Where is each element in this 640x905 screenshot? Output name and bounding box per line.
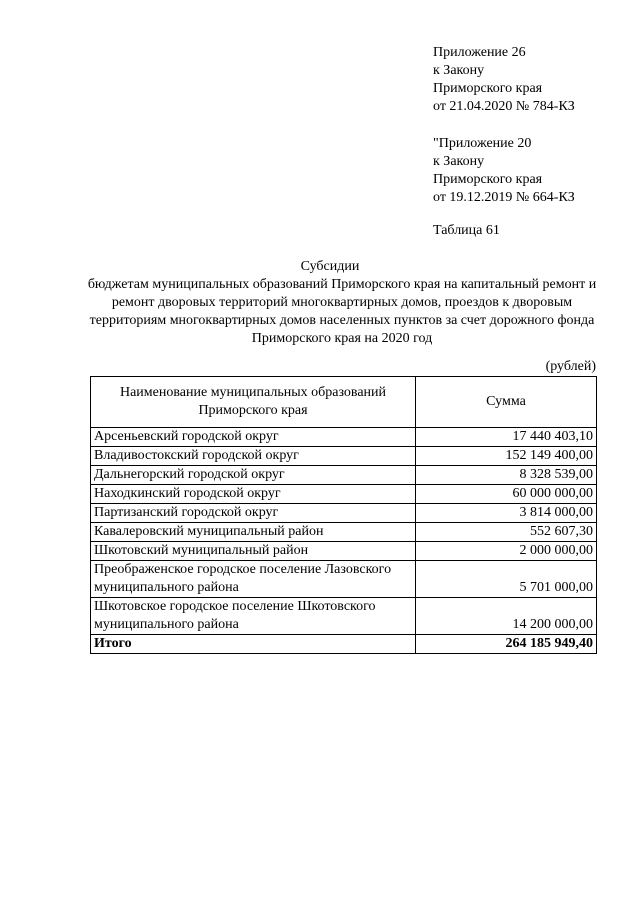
row-amount: 3 814 000,00: [416, 504, 597, 523]
appendix-current-block: [433, 44, 633, 116]
column-header-name: Наименование муниципальных образований Приморского края: [91, 377, 416, 428]
row-amount: 552 607,30: [416, 523, 597, 542]
total-amount: 264 185 949,40: [416, 635, 597, 654]
table-row: [91, 598, 597, 635]
row-name: Кавалеровский муниципальный район: [91, 523, 416, 542]
table-row: [91, 561, 597, 598]
subsidies-table: [90, 376, 597, 654]
table-row: [91, 485, 597, 504]
document-title: Субсидии: [300, 259, 360, 274]
table-row: [91, 466, 597, 485]
column-header-amount: Сумма: [416, 377, 597, 428]
appendix-original-block: [433, 135, 633, 207]
row-amount: 8 328 539,00: [416, 466, 597, 485]
row-amount: 17 440 403,10: [416, 428, 597, 447]
appendix-current-number: Приложение 26: [433, 45, 526, 60]
table-row: [91, 542, 597, 561]
row-amount: 60 000 000,00: [416, 485, 597, 504]
row-amount: 152 149 400,00: [416, 447, 597, 466]
appendix-original-law: к Закону: [433, 154, 485, 169]
table-row: [91, 428, 597, 447]
row-amount: 14 200 000,00: [416, 598, 597, 635]
row-amount: 2 000 000,00: [416, 542, 597, 561]
appendix-original-number: "Приложение 20: [433, 136, 532, 151]
table-row: [91, 447, 597, 466]
table-row: [91, 523, 597, 542]
table-header-row: [91, 377, 597, 428]
row-name: Шкотовское городское поселение Шкотовского муниципального района: [91, 598, 416, 635]
table-row: [91, 504, 597, 523]
appendix-current-region: Приморского края: [433, 81, 543, 96]
appendix-original-date: от 19.12.2019 № 664-КЗ: [433, 190, 575, 205]
total-label: Итого: [91, 635, 416, 654]
row-amount: 5 701 000,00: [416, 561, 597, 598]
appendix-original-region: Приморского края: [433, 172, 543, 187]
row-name: Дальнегорский городской округ: [91, 466, 416, 485]
table-number: Таблица 61: [433, 223, 500, 238]
unit-label: (рублей): [545, 359, 596, 374]
table-total-row: [91, 635, 597, 654]
row-name: Партизанский городской округ: [91, 504, 416, 523]
row-name: Арсеньевский городской округ: [91, 428, 416, 447]
row-name: Владивостокский городской округ: [91, 447, 416, 466]
row-name: Находкинский городской округ: [91, 485, 416, 504]
appendix-current-law: к Закону: [433, 63, 485, 78]
appendix-current-date: от 21.04.2020 № 784-КЗ: [433, 99, 575, 114]
document-subtitle: бюджетам муниципальных образований Приморского края на капитальный ремонт и ремонт дворовых территорий многоквартирных домов, проездов к дворовым территориям многоквартирных домов населенных пунктов за счет дорожного фонда Приморского края на 2020 год: [87, 277, 597, 346]
row-name: Шкотовский муниципальный район: [91, 542, 416, 561]
row-name: Преображенское городское поселение Лазовского муниципального района: [91, 561, 416, 598]
